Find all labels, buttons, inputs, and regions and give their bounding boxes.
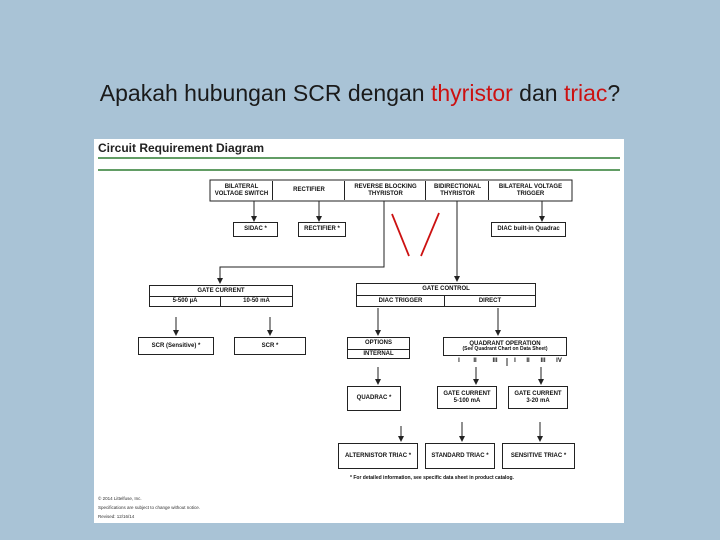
box-scr-sensitive: SCR (Sensitive) * bbox=[138, 337, 214, 355]
diagram-title: Circuit Requirement Diagram bbox=[98, 141, 265, 155]
quadrant-left-3: III bbox=[492, 358, 498, 364]
title-part2: dan bbox=[512, 80, 564, 106]
title-part1: Apakah hubungan SCR dengan bbox=[99, 80, 431, 106]
quadrant-left-1: I bbox=[458, 358, 460, 364]
box-reverse-blocking-thyristor: REVERSE BLOCKING THYRISTOR bbox=[346, 181, 426, 200]
title-part3: ? bbox=[607, 80, 621, 106]
quadrant-operation-note: (See Quadrant Chart on Data Sheet) bbox=[462, 346, 548, 353]
box-direct: DIRECT bbox=[444, 295, 536, 307]
box-bilateral-voltage-switch: BILATERAL VOLTAGE SWITCH bbox=[211, 181, 273, 200]
gate-current-right-label: GATE CURRENT bbox=[514, 391, 562, 398]
box-options: OPTIONS bbox=[347, 337, 410, 349]
box-gate-current-5-500ua: 5-500 µA bbox=[149, 296, 221, 307]
title-thyristor: thyristor bbox=[431, 80, 513, 106]
box-gate-control-header: GATE CONTROL bbox=[356, 283, 536, 295]
box-quadrant-operation bbox=[443, 337, 567, 356]
box-gate-current-header: GATE CURRENT bbox=[149, 285, 293, 296]
quadrant-operation-label: QUADRANT OPERATION bbox=[469, 340, 541, 347]
box-standard-triac: STANDARD TRIAC * bbox=[425, 443, 495, 469]
footer-specifications: Specifications are subject to change without notice. bbox=[98, 505, 201, 510]
title-triac: triac bbox=[563, 80, 608, 106]
box-internal: INTERNAL bbox=[347, 349, 410, 359]
box-gate-current-5-100ma bbox=[437, 386, 497, 409]
slide-title bbox=[0, 80, 720, 107]
gate-current-mid-label: GATE CURRENT bbox=[443, 391, 491, 398]
red-mark-right bbox=[421, 213, 439, 256]
footer-copyright: © 2014 Littelfuse, Inc. bbox=[98, 496, 142, 501]
box-diac-trigger: DIAC TRIGGER bbox=[356, 295, 445, 307]
gate-current-mid-value: 5-100 mA bbox=[453, 397, 481, 404]
box-sensitive-triac: SENSITIVE TRIAC * bbox=[502, 443, 575, 469]
box-rectifier: RECTIFIER bbox=[274, 181, 345, 200]
box-diac-built-in-quadrac: DIAC built-in Quadrac bbox=[491, 222, 566, 237]
footnote: * For detailed information, see specific data sheet in product catalog. bbox=[350, 475, 514, 481]
box-alternistor-triac: ALTERNISTOR TRIAC * bbox=[338, 443, 418, 469]
arrow-rbt-gatecurrent bbox=[220, 201, 384, 283]
gate-current-right-value: 3-20 mA bbox=[526, 397, 550, 404]
box-gate-current-10-50ma: 10-50 mA bbox=[220, 296, 293, 307]
box-gate-current-3-20ma bbox=[508, 386, 568, 409]
box-scr: SCR * bbox=[234, 337, 306, 355]
box-bilateral-voltage-trigger: BILATERAL VOLTAGE TRIGGER bbox=[490, 181, 571, 200]
red-mark-left bbox=[392, 214, 409, 256]
footer-revised: Revised: 12/16/14 bbox=[98, 514, 135, 519]
box-rectifier-output: RECTIFIER * bbox=[298, 222, 346, 237]
quadrant-left-2: II bbox=[473, 358, 477, 364]
quadrant-right-2: II bbox=[526, 358, 530, 364]
box-sidac: SIDAC * bbox=[233, 222, 278, 237]
circuit-requirement-diagram bbox=[94, 139, 624, 523]
box-quadrac: QUADRAC * bbox=[347, 386, 401, 411]
box-bidirectional-thyristor: BIDIRECTIONAL THYRISTOR bbox=[427, 181, 489, 200]
quadrant-right-4: IV bbox=[556, 358, 562, 364]
quadrant-right-1: I bbox=[514, 358, 516, 364]
quadrant-right-3: III bbox=[540, 358, 546, 364]
